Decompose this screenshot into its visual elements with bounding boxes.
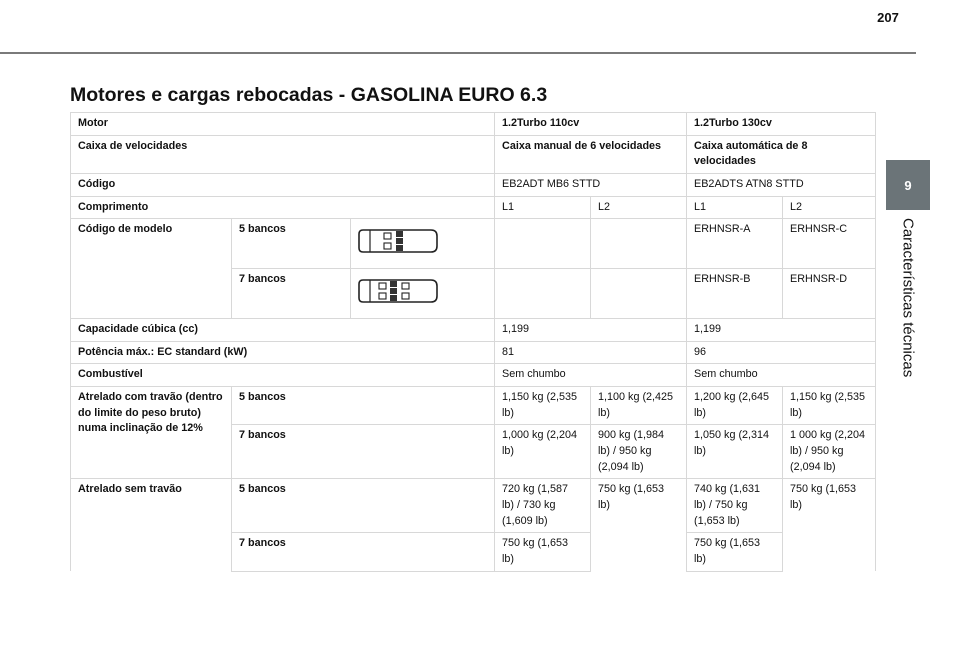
engine-spec-table — [70, 112, 876, 572]
table-cell: Caixa automática de 8 velocidades — [687, 135, 876, 173]
table-cell: L2 — [783, 196, 876, 219]
seats-label: 5 bancos — [232, 219, 351, 269]
table-row — [71, 341, 876, 364]
table-cell: 720 kg (1,587 lb) / 730 kg (1,609 lb) — [495, 479, 591, 533]
table-cell: 1,150 kg (2,535 lb) — [783, 387, 876, 425]
table-cell: 81 — [495, 341, 687, 364]
table-cell: 750 kg (1,653 lb) — [591, 479, 687, 571]
page-number: 207 — [877, 10, 899, 25]
table-cell: EB2ADTS ATN8 STTD — [687, 173, 876, 196]
table-cell: 750 kg (1,653 lb) — [495, 533, 591, 571]
table-cell: 1,050 kg (2,314 lb) — [687, 425, 783, 479]
table-cell: 96 — [687, 341, 876, 364]
seats-label: 5 bancos — [232, 387, 495, 425]
table-cell: 1.2Turbo 130cv — [687, 113, 876, 136]
row-label: Capacidade cúbica (cc) — [71, 319, 495, 342]
seat-layout-cell — [351, 219, 495, 269]
table-cell: ERHNSR-D — [783, 269, 876, 319]
table-cell — [591, 269, 687, 319]
header-rule — [0, 52, 916, 54]
table-cell: 1,000 kg (2,204 lb) — [495, 425, 591, 479]
chapter-title: Características técnicas — [899, 218, 917, 378]
table-cell: Caixa manual de 6 velocidades — [495, 135, 687, 173]
table-cell: ERHNSR-C — [783, 219, 876, 269]
table-cell: L1 — [687, 196, 783, 219]
row-label: Código — [71, 173, 495, 196]
table-cell: 1,199 — [495, 319, 687, 342]
table-row — [71, 219, 876, 269]
table-row — [71, 319, 876, 342]
van-7-seats-icon — [357, 273, 441, 309]
table-cell: 1.2Turbo 110cv — [495, 113, 687, 136]
table-cell: ERHNSR-A — [687, 219, 783, 269]
seat-layout-cell — [351, 269, 495, 319]
table-row — [71, 173, 876, 196]
seats-label: 5 bancos — [232, 479, 495, 533]
table-cell: L2 — [591, 196, 687, 219]
table-cell: Sem chumbo — [495, 364, 687, 387]
row-label: Potência máx.: EC standard (kW) — [71, 341, 495, 364]
row-label: Caixa de velocidades — [71, 135, 495, 173]
table-cell: 900 kg (1,984 lb) / 950 kg (2,094 lb) — [591, 425, 687, 479]
table-row — [71, 196, 876, 219]
table-row — [71, 387, 876, 425]
seats-label: 7 bancos — [232, 533, 495, 571]
chapter-number: 9 — [904, 177, 912, 193]
table-cell: 750 kg (1,653 lb) — [783, 479, 876, 571]
row-label: Código de modelo — [71, 219, 232, 319]
table-cell — [495, 219, 591, 269]
row-label: Motor — [71, 113, 495, 136]
row-label: Comprimento — [71, 196, 495, 219]
table-cell: 1 000 kg (2,204 lb) / 950 kg (2,094 lb) — [783, 425, 876, 479]
table-cell: 1,150 kg (2,535 lb) — [495, 387, 591, 425]
page-title: Motores e cargas rebocadas - GASOLINA EURO 6.3 — [70, 84, 548, 106]
table-cell — [495, 269, 591, 319]
seats-label: 7 bancos — [232, 269, 351, 319]
table-row — [71, 135, 876, 173]
table-cell: Sem chumbo — [687, 364, 876, 387]
chapter-tab[interactable] — [886, 160, 930, 210]
table-row — [71, 364, 876, 387]
van-5-seats-icon — [357, 223, 441, 259]
table-cell: 750 kg (1,653 lb) — [687, 533, 783, 571]
row-label: Atrelado com travão (dentro do limite do peso bruto) numa inclinação de 12% — [71, 387, 232, 479]
seats-label: 7 bancos — [232, 425, 495, 479]
table-cell: 740 kg (1,631 lb) / 750 kg (1,653 lb) — [687, 479, 783, 533]
table-cell: EB2ADT MB6 STTD — [495, 173, 687, 196]
table-row — [71, 113, 876, 136]
table-row — [71, 479, 876, 533]
table-cell: ERHNSR-B — [687, 269, 783, 319]
table-cell: 1,100 kg (2,425 lb) — [591, 387, 687, 425]
table-cell: 1,200 kg (2,645 lb) — [687, 387, 783, 425]
table-cell: 1,199 — [687, 319, 876, 342]
table-cell: L1 — [495, 196, 591, 219]
row-label: Atrelado sem travão — [71, 479, 232, 571]
table-cell — [591, 219, 687, 269]
row-label: Combustível — [71, 364, 495, 387]
